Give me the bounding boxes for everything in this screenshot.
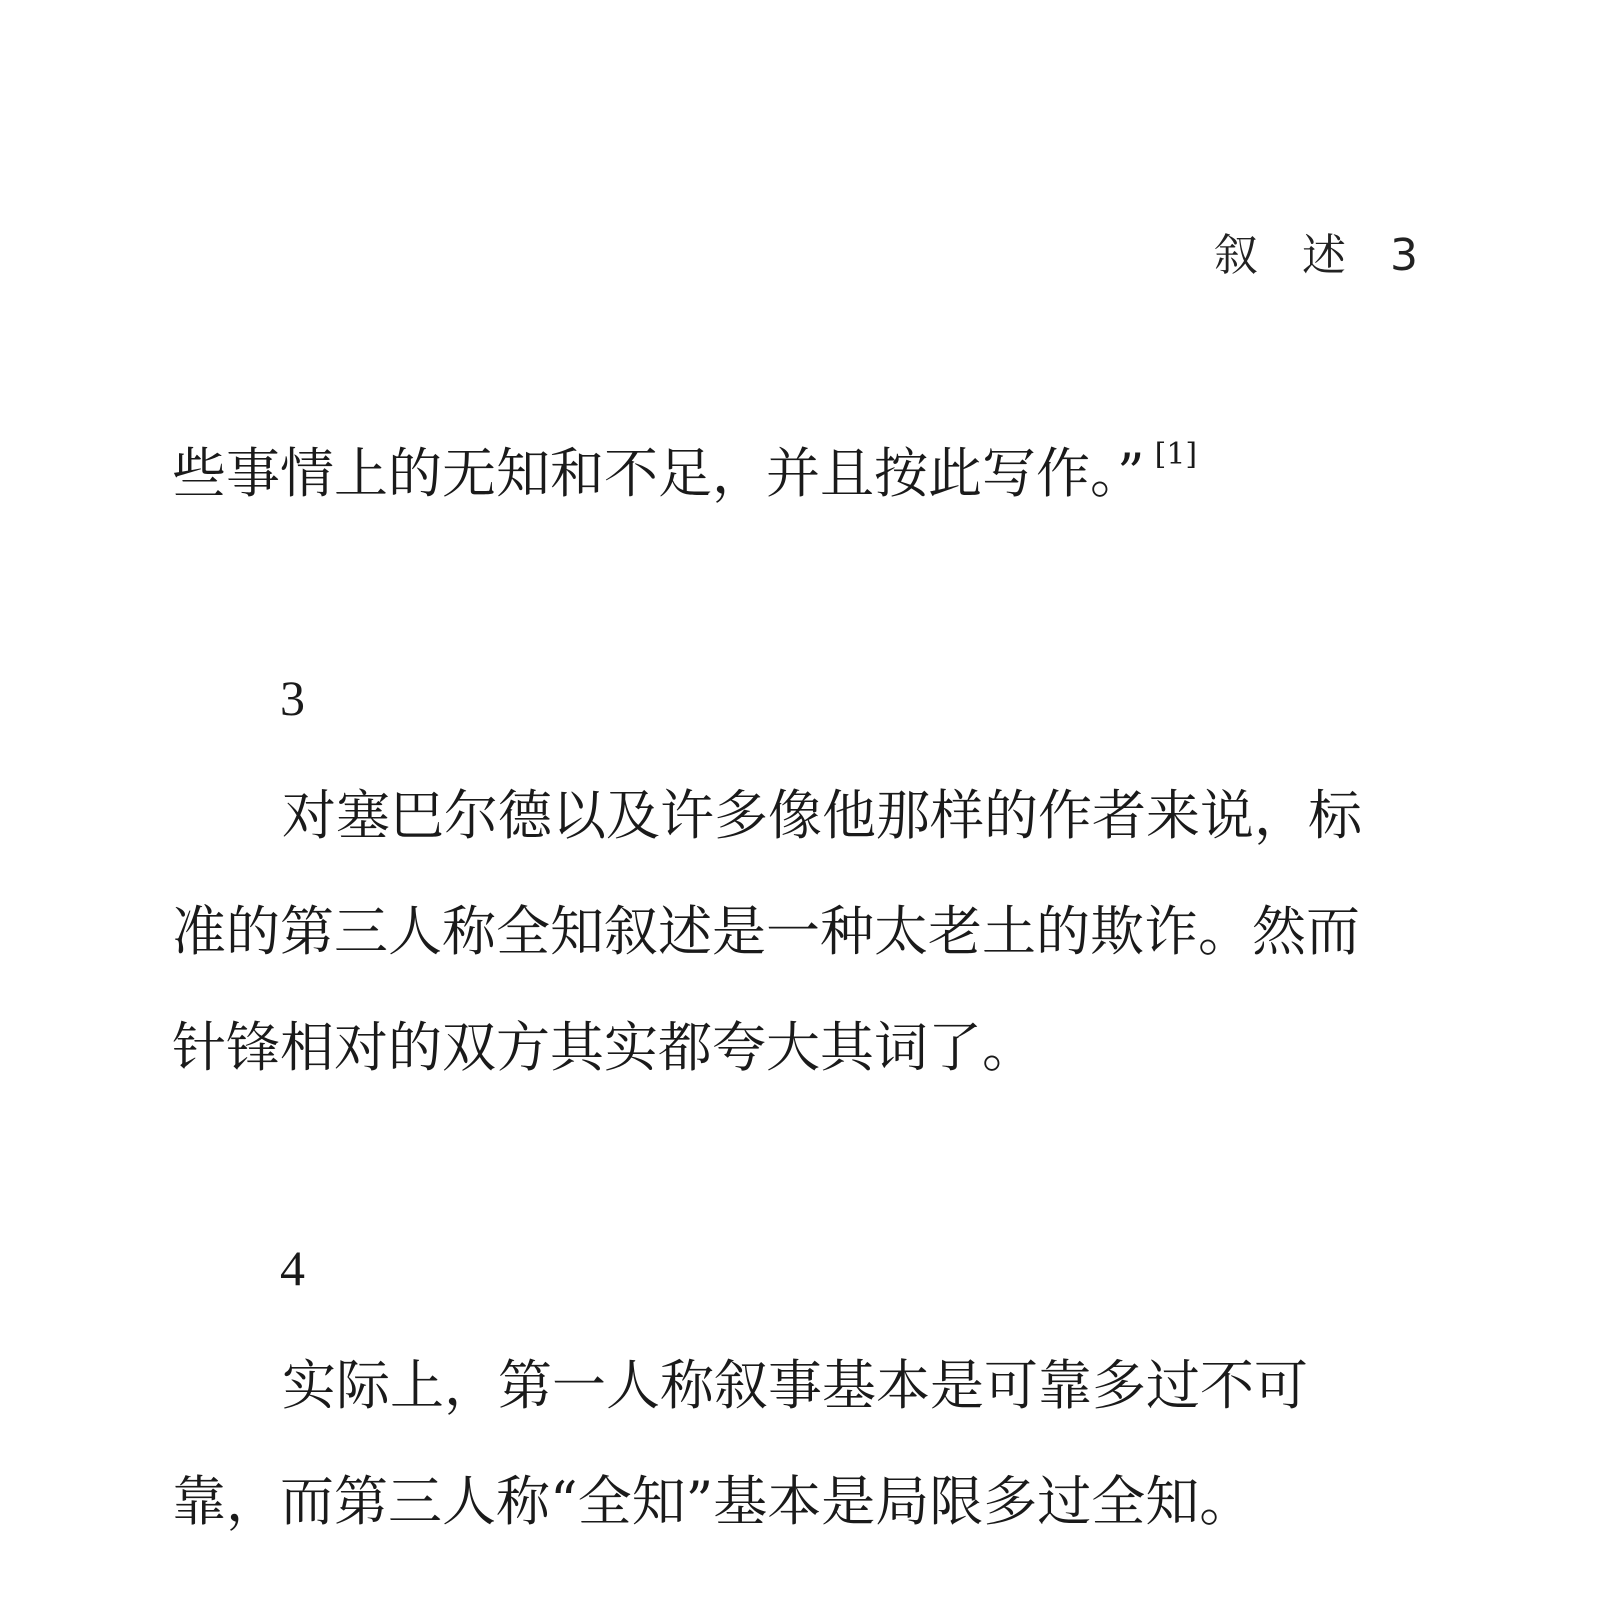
paragraph-line: 准的第三人称全知叙述是一种太老土的欺诈。然而 <box>172 900 1360 963</box>
chapter-title: 叙述 <box>1214 230 1390 281</box>
section-3-paragraph <box>172 758 1462 1106</box>
paragraph-line: 些事情上的无知和不足，并且按此写作。” [1] <box>172 437 1198 505</box>
page-number: 3 <box>1390 230 1418 281</box>
continued-paragraph <box>172 416 1462 532</box>
paragraph-line: 靠，而第三人称“全知”基本是局限多过全知。 <box>172 1470 1254 1533</box>
section-4-paragraph <box>172 1328 1462 1560</box>
paragraph-line: 实际上，第一人称叙事基本是可靠多过不可 <box>282 1354 1308 1417</box>
paragraph-line: 对塞巴尔德以及许多像他那样的作者来说，标 <box>282 784 1362 847</box>
footnote-reference[interactable]: [1] <box>1154 437 1198 472</box>
running-header <box>1214 228 1418 284</box>
paragraph-line: 针锋相对的双方其实都夸大其词了。 <box>172 1016 1036 1079</box>
section-number-4: 4 <box>280 1240 305 1296</box>
section-number-3: 3 <box>280 670 305 726</box>
